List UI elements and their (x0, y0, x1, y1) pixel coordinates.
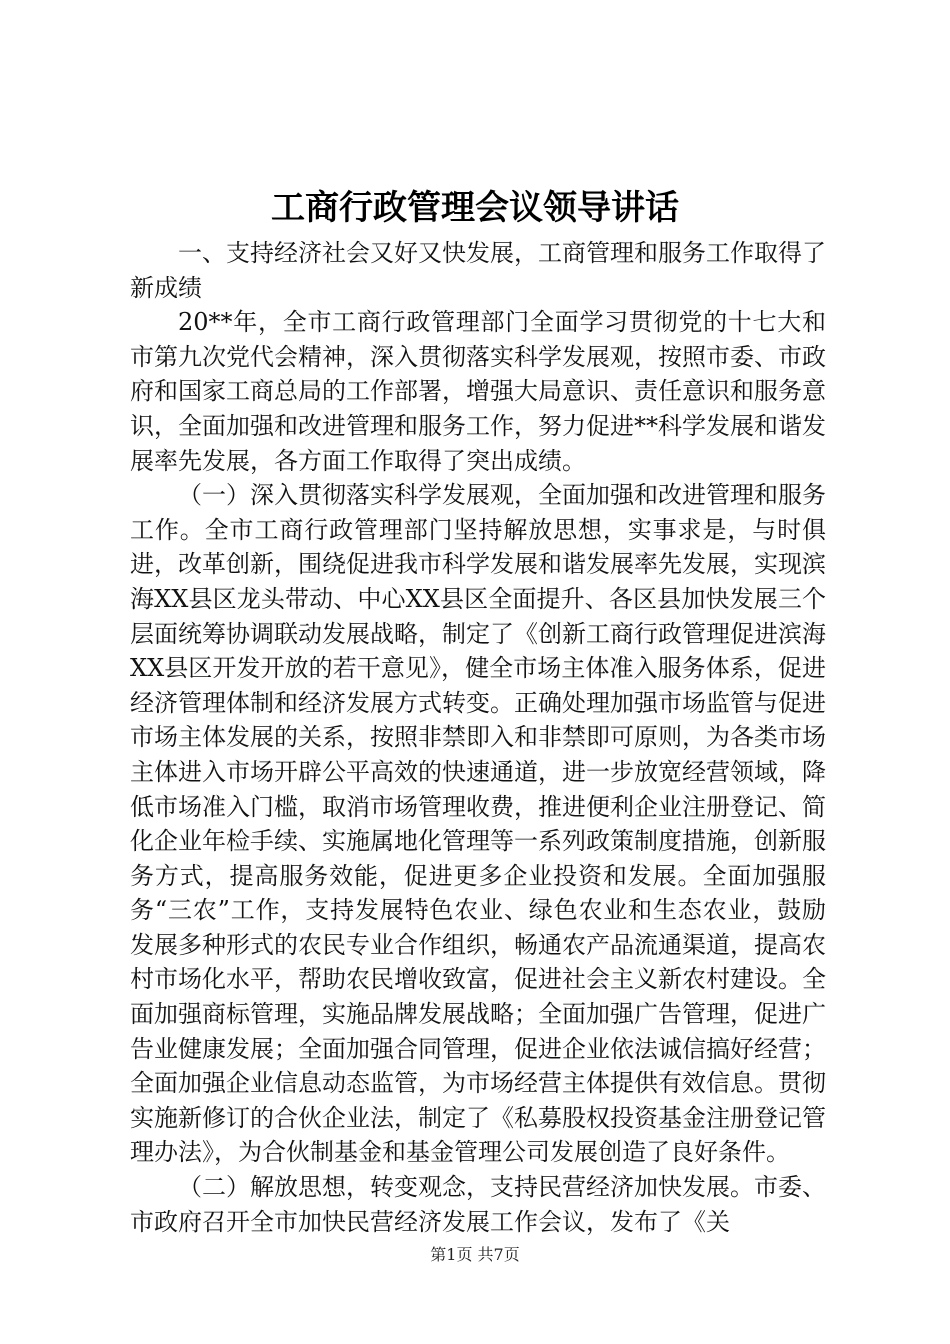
paragraph-item-one: （一）深入贯彻落实科学发展观，全面加强和改进管理和服务工作。全市工商行政管理部门坚持解放思想，实事求是，与时俱进，改革创新，围绕促进我市科学发展和谐发展率先发展，实现滨海XX县区龙头带动、中心XX县区全面提升、各区县加快发展三个层面统筹协调联动发展战略，制定了《创新工商行政管理促进滨海XX县区开发开放的若干意见》，健全市场主体准入服务体系，促进经济管理体制和经济发展方式转变。正确处理加强市场监管与促进市场主体发展的关系，按照非禁即入和非禁即可原则，为各类市场主体进入市场开辟公平高效的快速通道，进一步放宽经营领域，降低市场准入门槛，取消市场管理收费，推进便利企业注册登记、简化企业年检手续、实施属地化管理等一系列政策制度措施，创新服务方式，提高服务效能，促进更多企业投资和发展。全面加强服务“三农”工作，支持发展特色农业、绿色农业和生态农业，鼓励发展多种形式的农民专业合作组织，畅通农产品流通渠道，提高农村市场化水平，帮助农民增收致富，促进社会主义新农村建设。全面加强商标管理，实施品牌发展战略；全面加强广告管理，促进广告业健康发展；全面加强合同管理，促进企业依法诚信搞好经营；全面加强企业信息动态监管，为市场经营主体提供有效信息。贯彻实施新修订的合伙企业法，制定了《私募股权投资基金注册登记管理办法》，为合伙制基金和基金管理公司发展创造了良好条件。 (130, 481, 826, 1167)
document-title: 工商行政管理会议领导讲话 (271, 188, 679, 228)
paragraph-overview: 20**年，全市工商行政管理部门全面学习贯彻党的十七大和市第九次党代会精神，深入贯彻落实科学发展观，按照市委、市政府和国家工商总局的工作部署，增强大局意识、责任意识和服务意识，全面加强和改进管理和服务工作，努力促进**科学发展和谐发展率先发展，各方面工作取得了突出成绩。 (130, 308, 826, 475)
paragraph-item-two: （二）解放思想，转变观念，支持民营经济加快发展。市委、市政府召开全市加快民营经济发展工作会议，发布了《关 (130, 1173, 826, 1236)
paragraph-section-heading: 一、支持经济社会又好又快发展，工商管理和服务工作取得了新成绩 (130, 239, 826, 302)
page-number-footer: 第1页 共7页 (430, 1245, 520, 1264)
document-body (130, 236, 826, 1239)
